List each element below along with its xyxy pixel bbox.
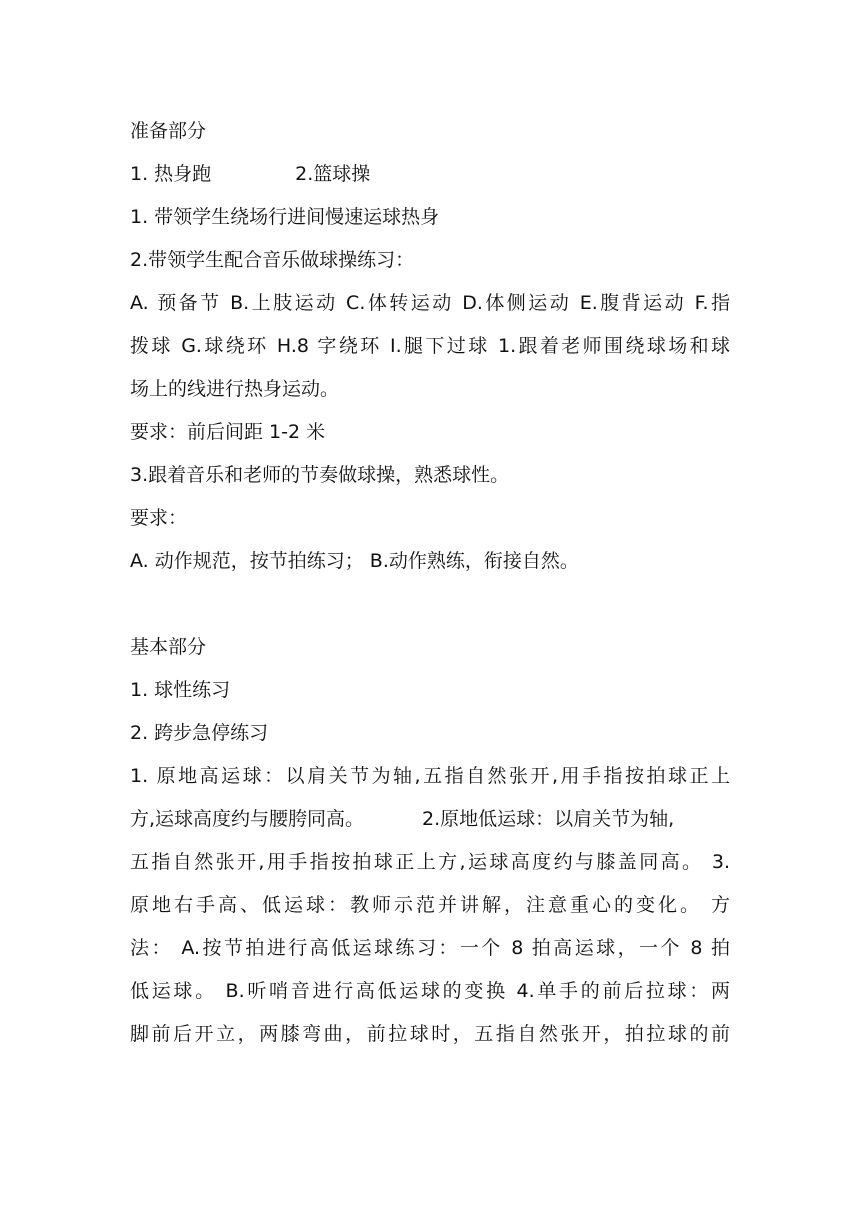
prep-line-8: 要求： [130, 507, 188, 529]
basic-para-line-2b: 2.原地低运球：以肩关节为轴, [422, 808, 675, 830]
basic-para-line-2a: 方,运球高度约与腰胯同高。 [130, 808, 365, 830]
basic-para-line-1: 1. 原地高运球：以肩关节为轴,五指自然张开,用手指按拍球正上 [130, 765, 730, 787]
prep-line-9: A. 动作规范，按节拍练习； B.动作熟练，衔接自然。 [130, 550, 579, 572]
basic-para-line-6: 低运球。 B.听哨音进行高低运球的变换 4.单手的前后拉球：两 [130, 980, 730, 1002]
basic-para-line-7: 脚前后开立，两膝弯曲，前拉球时，五指自然张开，拍拉球的前 [130, 1023, 730, 1045]
prep-line-3: A. 预备节 B.上肢运动 C.体转运动 D.体侧运动 E.腹背运动 F.指 [130, 292, 730, 314]
basic-para-line-4: 原地右手高、低运球：教师示范并讲解，注意重心的变化。 方 [130, 894, 730, 916]
prep-items-line [130, 153, 730, 196]
document-page [130, 110, 730, 1056]
basic-item-2: 2. 跨步急停练习 [130, 722, 269, 744]
prep-item-warmup: 1. 热身跑 [130, 163, 212, 185]
paragraph-gap [130, 583, 730, 626]
basic-para-line-2 [130, 798, 730, 841]
section-heading-prep: 准备部分 [130, 120, 207, 142]
prep-line-4: 拨球 G.球绕环 H.8 字绕环 I.腿下过球 1.跟着老师围绕球场和球 [130, 335, 730, 357]
prep-line-5: 场上的线进行热身运动。 [130, 378, 340, 400]
basic-item-1: 1. 球性练习 [130, 679, 231, 701]
prep-line-6: 要求：前后间距 1-2 米 [130, 421, 326, 443]
prep-item-ball-exercise: 2.篮球操 [295, 163, 371, 185]
prep-line-7: 3.跟着音乐和老师的节奏做球操，熟悉球性。 [130, 464, 510, 486]
prep-line-2: 2.带领学生配合音乐做球操练习： [130, 249, 415, 271]
basic-para-line-3: 五指自然张开,用手指按拍球正上方,运球高度约与膝盖同高。 3. [130, 851, 730, 873]
basic-para-line-5: 法： A.按节拍进行高低运球练习：一个 8 拍高运球，一个 8 拍 [130, 937, 730, 959]
section-heading-basic: 基本部分 [130, 636, 207, 658]
prep-line-1: 1. 带领学生绕场行进间慢速运球热身 [130, 206, 440, 228]
